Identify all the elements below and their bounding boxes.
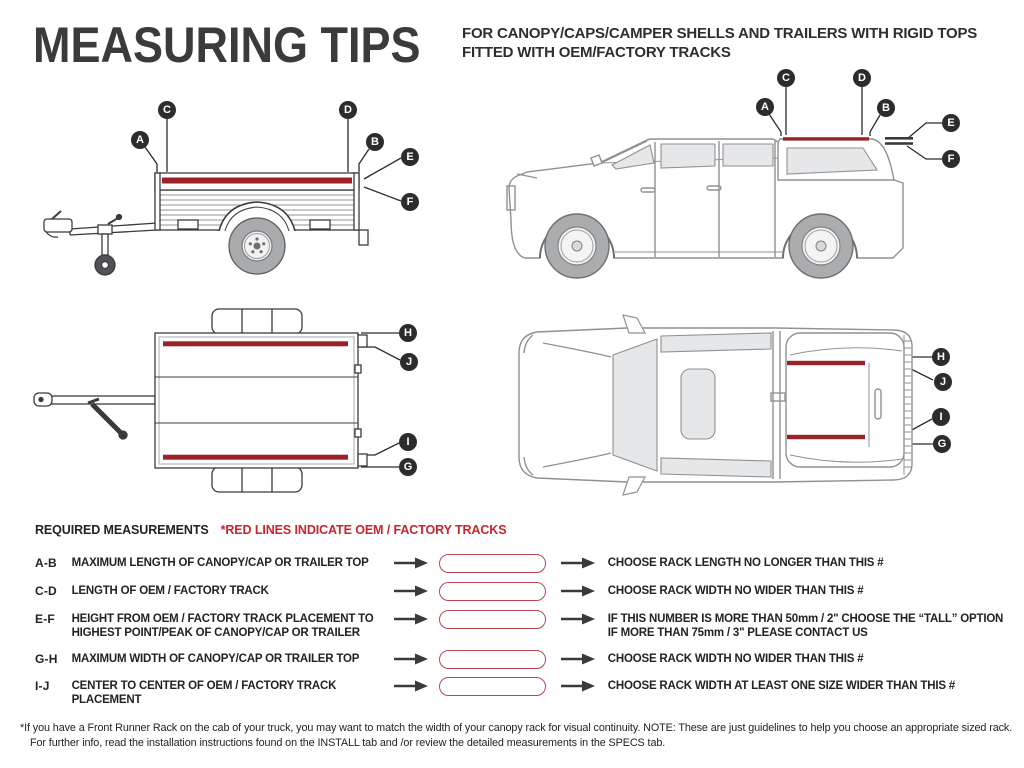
- measurement-value-box: [439, 554, 546, 573]
- measurement-row-ij: [35, 679, 1015, 707]
- measurements-heading: REQUIRED MEASUREMENTS: [35, 523, 209, 537]
- subtitle-line-2: FITTED WITH OEM/FACTORY TRACKS: [462, 44, 731, 61]
- trailer-side-illustration: [28, 92, 458, 297]
- arrow-right-icon: [561, 613, 595, 625]
- measurement-value-box: [439, 582, 546, 601]
- measurement-instruction: CHOOSE RACK LENGTH NO LONGER THAN THIS #: [607, 557, 884, 569]
- measurement-description: HEIGHT FROM OEM / FACTORY TRACK PLACEMENT TO HIGHEST POINT/PEAK OF CANOPY/CAP OR TRAILER: [71, 613, 374, 639]
- measurement-value-box: [439, 610, 546, 629]
- truck-side-illustration: [495, 62, 995, 297]
- page-subtitle: [462, 24, 977, 62]
- label-chip-a: A: [756, 98, 774, 116]
- label-chip-g: G: [933, 435, 951, 453]
- footnote: *If you have a Front Runner Rack on the cab of your truck, you may want to match the width of your canopy rack for visual continuity. NOTE: These are just guidelines to help you choose an appropriate sized rack. For further info, read the installation instructions found on the INSTALL tab and /or review the detailed measurements in the SPECS tab.: [20, 722, 1013, 749]
- label-chip-f: F: [401, 193, 419, 211]
- page-title: MEASURING TIPS: [33, 17, 421, 73]
- label-chip-b: B: [877, 99, 895, 117]
- label-chip-g: G: [399, 458, 417, 476]
- label-chip-e: E: [401, 148, 419, 166]
- label-chip-b: B: [366, 133, 384, 151]
- label-chip-f: F: [942, 150, 960, 168]
- measurement-description: MAXIMUM LENGTH OF CANOPY/CAP OR TRAILER TOP: [71, 557, 369, 569]
- label-chip-h: H: [932, 348, 950, 366]
- measurement-code: C-D: [35, 584, 57, 598]
- label-chip-d: D: [853, 69, 871, 87]
- measurement-value-box: [439, 677, 546, 696]
- measurement-instruction: CHOOSE RACK WIDTH NO WIDER THAN THIS #: [607, 585, 864, 597]
- label-chip-j: J: [934, 373, 952, 391]
- subtitle-line-1: FOR CANOPY/CAPS/CAMPER SHELLS AND TRAILERS WITH RIGID TOPS: [462, 25, 978, 42]
- measurements-heading-row: [35, 523, 506, 537]
- trailer-top-illustration: [28, 303, 458, 503]
- label-chip-c: C: [158, 101, 176, 119]
- label-chip-i: I: [399, 433, 417, 451]
- measurement-value-box: [439, 650, 546, 669]
- measurement-code: E-F: [35, 612, 55, 626]
- arrow-right-icon: [394, 613, 428, 625]
- truck-side-view-diagram: [495, 62, 995, 297]
- measurement-row-gh: [35, 652, 1015, 669]
- truck-top-illustration: [495, 305, 995, 505]
- measurement-code: A-B: [35, 556, 57, 570]
- measurement-code: I-J: [35, 679, 50, 693]
- measurement-instruction: IF THIS NUMBER IS MORE THAN 50mm / 2" CHOOSE THE “TALL” OPTION IF MORE THAN 75mm / 3" PLEASE CONTACT US: [607, 613, 1004, 639]
- label-chip-c: C: [777, 69, 795, 87]
- label-chip-e: E: [942, 114, 960, 132]
- trailer-top-view-diagram: [28, 303, 458, 503]
- measurement-row-ef: [35, 612, 1015, 640]
- red-lines-note: *RED LINES INDICATE OEM / FACTORY TRACKS: [220, 523, 507, 537]
- label-chip-d: D: [339, 101, 357, 119]
- measurement-description: CENTER TO CENTER OF OEM / FACTORY TRACK PLACEMENT: [71, 680, 337, 706]
- label-chip-h: H: [399, 324, 417, 342]
- measurement-instruction: CHOOSE RACK WIDTH NO WIDER THAN THIS #: [607, 653, 864, 665]
- arrow-right-icon: [394, 557, 428, 569]
- measurement-row-ab: [35, 556, 1015, 573]
- arrow-right-icon: [561, 680, 595, 692]
- arrow-right-icon: [394, 680, 428, 692]
- arrow-right-icon: [394, 653, 428, 665]
- label-chip-i: I: [932, 408, 950, 426]
- measurement-code: G-H: [35, 652, 58, 666]
- label-chip-a: A: [131, 131, 149, 149]
- arrow-right-icon: [561, 585, 595, 597]
- label-chip-j: J: [400, 353, 418, 371]
- measurement-description: LENGTH OF OEM / FACTORY TRACK: [71, 585, 269, 597]
- measurement-instruction: CHOOSE RACK WIDTH AT LEAST ONE SIZE WIDER THAN THIS #: [607, 680, 955, 692]
- measurement-description: MAXIMUM WIDTH OF CANOPY/CAP OR TRAILER TOP: [71, 653, 360, 665]
- trailer-side-view-diagram: [28, 92, 458, 297]
- arrow-right-icon: [561, 653, 595, 665]
- arrow-right-icon: [394, 585, 428, 597]
- measurement-row-cd: [35, 584, 1015, 601]
- truck-top-view-diagram: [495, 305, 995, 505]
- arrow-right-icon: [561, 557, 595, 569]
